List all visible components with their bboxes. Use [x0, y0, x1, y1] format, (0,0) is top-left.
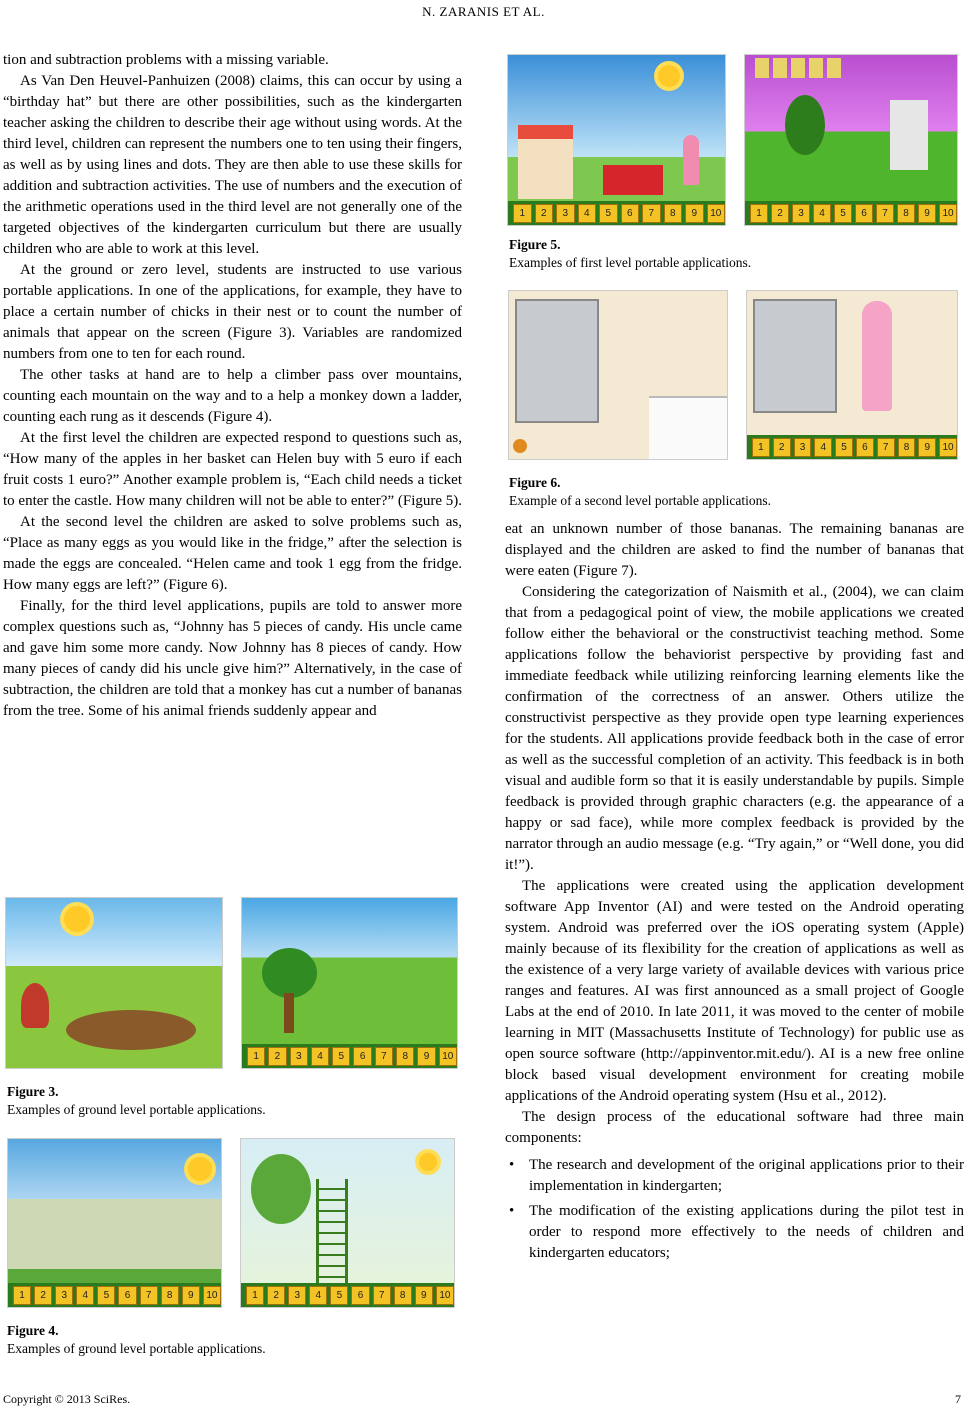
list-item: • The modification of the existing applications during the pilot test in order to respond more effectively to the needs of children and kindergarten educators;	[505, 1201, 964, 1264]
figure-caption: Examples of first level portable applications.	[509, 255, 752, 270]
figure-caption: Examples of ground level portable applications.	[7, 1341, 266, 1356]
paragraph: At the ground or zero level, students are instructed to use various portable applications. In one of the applications, for example, they have to place a certain number of chicks in their nest or to count the number of animals that appear on the screen (Figure 3). Variables are randomized numbers from one to ten for each round.	[3, 262, 462, 362]
mountain-climber-scene-image: 1 2 3 4 5 6 7 8 9 10	[7, 1138, 222, 1308]
paragraph: At the first level the children are expected respond to questions such as, “How many of the apples in her basket can Helen buy with 5 euro if each fruit costs 1 euro?” Another example problem is, “Each child needs a ticket to enter the castle. How many children will not be able to enter?” (Figure 5).	[3, 430, 463, 509]
left-column	[3, 50, 462, 722]
figure-6-images	[508, 290, 958, 460]
chick-nest-scene-image	[5, 897, 223, 1069]
paragraph: The other tasks at hand are to help a climber pass over mountains, counting each mountain on the way and to a help a monkey down a ladder, counting each rung as it descends (Figure 4).	[3, 367, 462, 425]
paragraph: Finally, for the third level applications, pupils are told to answer more complex questions such as, “Johnny has 5 pieces of candy. His uncle came and gave him some more candy. Now Johnny has 8 pieces of candy. How many pieces of candy did his uncle give him?” Alternatively, in the case of subtraction, the children are told that a monkey has cut a number of bananas from the tree. Some of his animal friends suddenly appear and	[3, 598, 462, 719]
right-column	[505, 519, 964, 1268]
figure-4-caption	[7, 1322, 266, 1358]
figure-6-caption	[509, 474, 771, 510]
figure-caption: Example of a second level portable applications.	[509, 493, 772, 508]
paragraph: The design process of the educational software had three main components:	[505, 1109, 964, 1146]
figure-label: Figure 4.	[7, 1323, 59, 1338]
figure-5-images	[507, 54, 958, 226]
list-item: • The research and development of the original applications prior to their implementation in kindergarten;	[505, 1155, 964, 1197]
castle-scene-image: 1 2 3 4 5 6 7 8 9 10	[744, 54, 958, 226]
figure-4-images	[7, 1138, 455, 1308]
figure-label: Figure 3.	[7, 1084, 59, 1099]
figure-label: Figure 6.	[509, 475, 561, 490]
animals-count-scene-image: 1 2 3 4 5 6 7 8 9 10	[241, 897, 458, 1069]
fridge-scene-image	[508, 290, 728, 460]
figure-3-caption	[7, 1083, 266, 1119]
paragraph: As Van Den Heuvel-Panhuizen (2008) claims, this can occur by using a “birthday hat” but there are other possibilities, such as the kindergarten teacher asking the children to describe their age without using words. At the third level, children can represent the numbers one to ten using their fingers, as well as by using lines and dots. They are then able to use these skills for addition and subtraction activities. The use of numbers and the execution of the arithmetic operations used in the third level are not generally one of the targeted objectives of the kindergarten curriculum but there are usually children who are able to work at this level.	[3, 73, 462, 257]
figure-5-caption	[509, 236, 751, 272]
shop-scene-image: 1 2 3 4 5 6 7 8 9 10	[507, 54, 726, 226]
paragraph: eat an unknown number of those bananas. The remaining bananas are displayed and the children are asked to find the number of bananas that were eaten (Figure 7).	[505, 521, 964, 579]
paragraph: The applications were created using the application development software App Inventor (AI) and were tested on the Android operating system. Android was preferred over the iOS operating system (Apple) mainly because of its flexibility for the creation of applications as well as the existence of a very large variety of available devices with various price ranges and features. AI was first announced as a small project of Google Labs at the end of 2010. In late 2011, it was moved to the center of mobile learning in MIT (Massachusetts Institute of Technology) for public use as open source software (http://appinventor.mit.edu/). AI is a new free online block based visual development environment for creating mobile applications of the Android operating system (Hsu et al., 2012).	[505, 878, 964, 1104]
figure-3-images	[5, 897, 458, 1069]
paragraph: At the second level the children are asked to solve problems such as, “Place as many eggs as you would like in the fridge,” after the selection is made the eggs are concealed. “Helen came and took 1 egg from the fridge. How many eggs are left?” (Figure 6).	[3, 514, 462, 593]
paragraph: tion and subtraction problems with a missing variable.	[3, 52, 329, 68]
copyright-footer: Copyright © 2013 SciRes.	[3, 1392, 131, 1406]
fridge-girl-scene-image: 1 2 3 4 5 6 7 8 9 10	[746, 290, 958, 460]
figure-label: Figure 5.	[509, 237, 561, 252]
figure-caption: Examples of ground level portable applications.	[7, 1102, 266, 1117]
monkey-ladder-scene-image: 1 2 3 4 5 6 7 8 9 10	[240, 1138, 455, 1308]
page-number: 7	[955, 1392, 961, 1406]
bullet-list	[505, 1155, 964, 1264]
paragraph: Considering the categorization of Naismith et al., (2004), we can claim that from a pedagogical point of view, the mobile applications we created follow either the behavioral or the constructivist teaching method. Some applications follow the behaviorist perspective by providing fast and immediate feedback while utilizing reinforcing learning elements like the confirmation of the correctness of an answer. Others utilize the constructivist perspective as they provide open type learning experiences for the students. All applications provide feedback both in the case of error as well as the successful completion of an activity. This feedback is in both visual and audible form so that it is easily understandable by pupils. Simple feedback is provided through graphic characters (e.g. the appearance of a happy or sad face), while more complex feedback is provided by the narrator through an audio message (e.g. “Try again,” or “Well done, you did it!”).	[505, 584, 964, 873]
running-head: N. ZARANIS ET AL.	[422, 4, 545, 19]
